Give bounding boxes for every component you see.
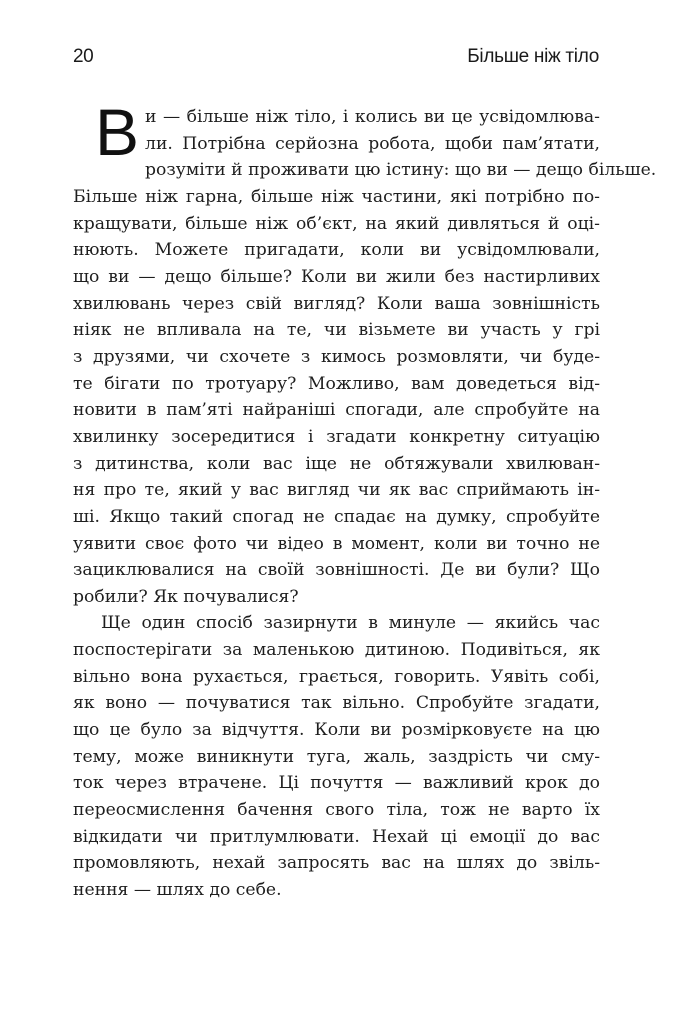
drop-cap: В [95, 95, 140, 169]
running-title: Більше ніж тіло [467, 46, 599, 67]
text-line: и — більше ніж тіло, і колись ви це усвідомлюва- [145, 107, 600, 127]
text-line: те бігати по тротуару? Можливо, вам доведеться від- [73, 373, 600, 394]
text-line: вільно вона рухається, грається, говорить. Уявіть собі, [73, 666, 600, 687]
text-line: кращувати, більше ніж об’єкт, на який дивляться й оці- [73, 213, 600, 234]
paragraph-2 [73, 610, 600, 903]
text-line: відкидати чи притлумлювати. Нехай ці емоції до вас [73, 826, 600, 847]
text-line: промовляють, нехай запросять вас на шлях до звіль- [73, 853, 600, 874]
text-line: переосмислення бачення свого тіла, тож не варто їх [73, 800, 600, 821]
text-line: розуміти й проживати цю істину: що ви — дещо більше. [145, 160, 657, 181]
text-line: ші. Якщо такий спогад не спадає на думку, спробуйте [73, 506, 600, 527]
text-line: ніяк не впливала на те, чи візьмете ви участь у грі [73, 320, 600, 341]
text-line: хвилинку зосередитися і згадати конкретну ситуацію [73, 426, 600, 447]
text-line: як воно — почуватися так вільно. Спробуйте згадати, [73, 693, 600, 714]
paragraph-1 [73, 95, 657, 610]
text-line: ток через втрачене. Ці почуття — важливий крок до [73, 773, 600, 794]
page-header [73, 46, 599, 74]
text-line: ли. Потрібна серйозна робота, щоби пам’ятати, [145, 133, 600, 154]
text-line: робили? Як почувалися? [73, 586, 299, 607]
page-number: 20 [73, 46, 94, 67]
text-line: з друзями, чи схочете з кимось розмовляти, чи буде- [73, 346, 600, 367]
text-line: нення — шлях до себе. [73, 880, 282, 901]
text-line: Більше ніж гарна, більше ніж частини, які потрібно по- [73, 186, 600, 207]
text-line: новити в пам’яті найраніші спогади, але спробуйте на [73, 400, 600, 421]
body-text [73, 95, 657, 904]
text-line: нюють. Можете пригадати, коли ви усвідомлювали, [73, 240, 600, 261]
text-line: тему, може виникнути туга, жаль, заздрість чи сму- [73, 746, 600, 767]
text-line: ня про те, який у вас вигляд чи як вас сприймають ін- [73, 480, 600, 501]
text-line: що це було за відчуття. Коли ви розмірковуєте на цю [73, 720, 600, 741]
text-line: з дитинства, коли вас іще не обтяжували хвилюван- [73, 453, 600, 474]
text-line: уявити своє фото чи відео в момент, коли ви точно не [73, 533, 600, 554]
text-line: зациклювалися на своїй зовнішності. Де ви були? Що [73, 560, 600, 581]
text-line: хвилювань через свій вигляд? Коли ваша зовнішність [73, 293, 600, 314]
text-line: що ви — дещо більше? Коли ви жили без настирливих [73, 266, 600, 287]
text-line: Ще один спосіб зазирнути в минуле — якийсь час [101, 613, 600, 634]
text-line: поспостерігати за маленькою дитиною. Подивіться, як [73, 640, 600, 661]
